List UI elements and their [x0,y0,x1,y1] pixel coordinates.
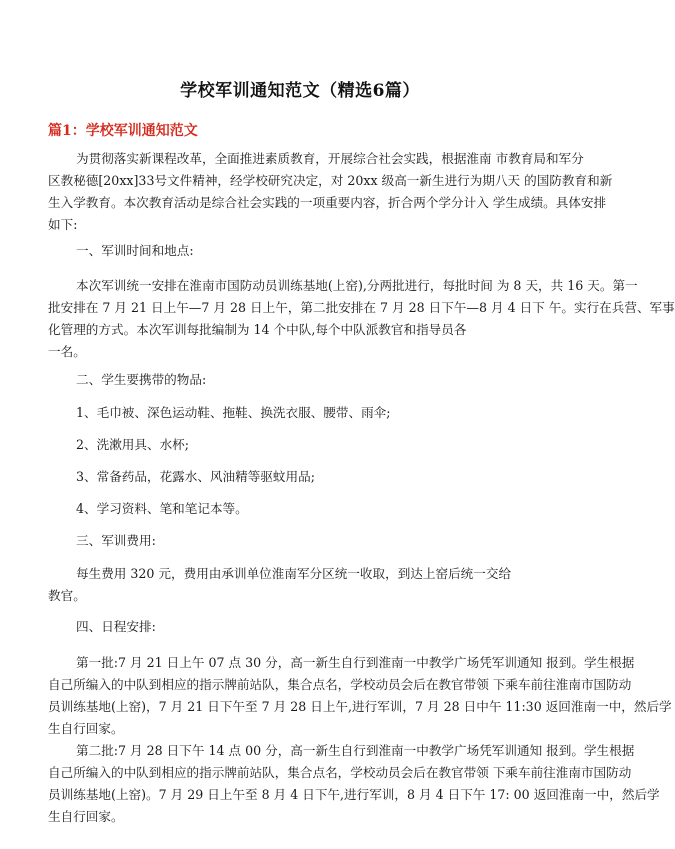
batch-1-line: 第一批:7 月 21 日上午 07 点 30 分，高一新生自行到淮南一中教学广场凭军训通知 报到。学生根据 [76,655,635,670]
batch-2-line: 员训练基地(上窑)。7 月 29 日上午至 8 月 4 日下午,进行军训，8 月 4 日下午 17: 00 返回淮南一中，然后学 [48,787,660,802]
item-3 [48,466,315,488]
time-place-line: 批安排在 7 月 21 日上午—7 月 28 日上午，第二批安排在 7 月 28 日下午—8 月 4 日下 午。实行在兵营、军事 [48,300,675,315]
intro-line: 区教秘德[20xx]33号文件精神，经学校研究决定，对 20xx 级高一新生进行为期八天 的国防教育和新 [48,173,613,188]
time-place-line: 化管理的方式。本次军训每批编制为 14 个中队,每个中队派教官和指导员各 [48,322,467,337]
intro-line: 如下: [48,217,78,232]
time-place-line: 本次军训统一安排在淮南市国防动员训练基地(上窑),分两批进行，每批时间 为 8 天，共 16 天。第一 [76,278,638,293]
heading-items [48,369,206,391]
list-item: 4、学习资料、笔和笔记本等。 [76,501,248,516]
section-heading: 篇1：学校军训通知范文 [48,123,198,139]
fee-paragraph [48,563,511,607]
heading-fee [48,530,156,552]
heading-text: 一、军训时间和地点: [76,243,194,258]
fee-line: 每生费用 320 元，费用由承训单位淮南军分区统一收取，到达上窑后统一交给 [76,566,512,581]
list-item: 3、常备药品，花露水、风油精等驱蚊用品; [76,469,315,484]
time-place-paragraph [48,275,675,363]
heading-time-place [48,240,194,262]
intro-line: 生入学教育。本次教育活动是综合社会实践的一项重要内容，折合两个学分计入 学生成绩。具体安排 [48,195,607,210]
list-item: 1、毛巾被、深色运动鞋、拖鞋、换洗衣服、腰带、雨伞; [76,405,391,420]
batch-1-line: 员训练基地(上窑)，7 月 21 日下午至 7 月 28 日上午,进行军训，7 月 28 日中午 11:30 返回淮南一中，然后学 [48,699,672,714]
item-4 [48,498,248,520]
batch-2-line: 第二批:7 月 28 日下午 14 点 00 分，高一新生自行到淮南一中教学广场凭军训通知 报到。学生根据 [76,743,635,758]
heading-text: 三、军训费用: [76,533,156,548]
fee-line: 教官。 [48,588,86,603]
heading-text: 二、学生要携带的物品: [76,372,207,387]
batch-2-line: 生自行回家。 [48,809,124,824]
intro-line: 为贯彻落实新课程改革，全面推进素质教育，开展综合社会实践，根据淮南 市教育局和军分 [76,151,584,166]
item-1 [48,402,391,424]
batch-2-line: 自己所编入的中队到相应的指示牌前站队，集合点名，学校动员会后在教官带领 下乘车前往淮南市国防动 [48,765,632,780]
batch-2-paragraph [48,740,660,828]
time-place-line: 一名。 [48,344,86,359]
document-title: 学校军训通知范文（精选6篇） [180,81,420,101]
heading-text: 四、日程安排: [76,619,156,634]
list-item: 2、洗漱用具、水杯; [76,437,190,452]
batch-1-line: 生自行回家。 [48,721,124,736]
batch-1-paragraph [48,652,672,740]
heading-schedule [48,616,156,638]
batch-1-line: 自己所编入的中队到相应的指示牌前站队，集合点名，学校动员会后在教官带领 下乘车前往淮南市国防动 [48,677,632,692]
intro-paragraph [48,148,612,236]
item-2 [48,434,189,456]
